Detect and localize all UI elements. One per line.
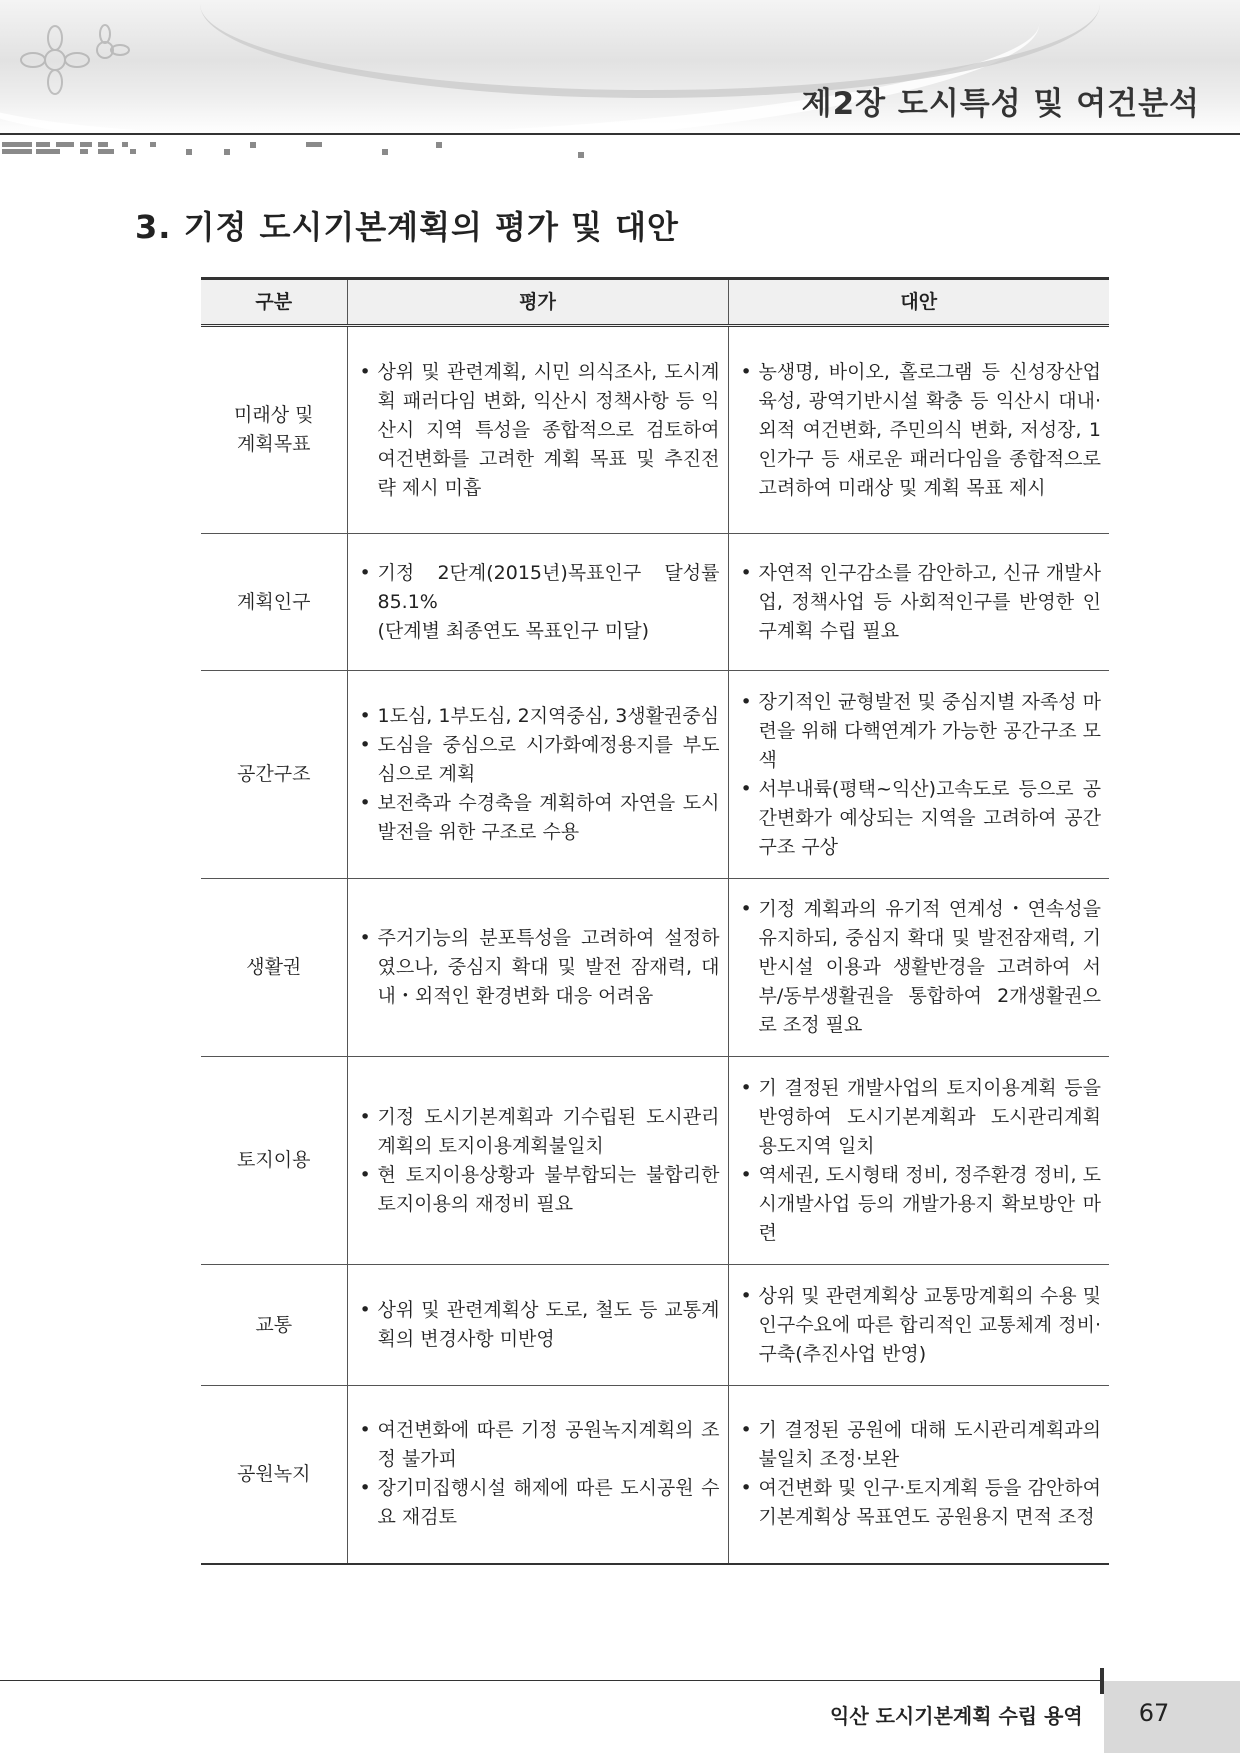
row-category: 공원녹지 [201, 1386, 347, 1564]
evaluation-note: (단계별 최종연도 목표인구 미달) [377, 619, 650, 642]
bullet-item: • 서부내륙(평택~익산)고속도로 등으로 공간변화가 예상되는 지역을 고려하여 공간구조 구상 [737, 775, 1102, 862]
alternative-cell [728, 1386, 1109, 1564]
row-category: 토지이용 [201, 1057, 347, 1265]
evaluation-cell [347, 1265, 728, 1386]
bullet-item: • 상위 및 관련계획, 시민 의식조사, 도시계획 패러다임 변화, 익산시 정책사항 등 익산시 지역 특성을 종합적으로 검토하여 여건변화를 고려한 계획 목표 및 추진전략 제시 미흡 [356, 358, 720, 503]
alternative-cell [728, 1057, 1109, 1265]
decorative-dot-pattern [0, 140, 600, 162]
column-header-alternative: 대안 [728, 279, 1109, 326]
evaluation-cell [347, 326, 728, 534]
evaluation-cell [347, 671, 728, 879]
table-row [201, 879, 1109, 1057]
page-number: 67 [1138, 1699, 1170, 1727]
table-row [201, 326, 1109, 534]
bullet-item: • 주거기능의 분포특성을 고려하여 설정하였으나, 중심지 확대 및 발전 잠재력, 대내・외적인 환경변화 대응 어려움 [356, 924, 720, 1011]
row-category: 교통 [201, 1265, 347, 1386]
bullet-item: • 여건변화에 따른 기정 공원녹지계획의 조정 불가피 [356, 1416, 720, 1474]
bullet-item: • 역세권, 도시형태 정비, 정주환경 정비, 도시개발사업 등의 개발가용지 확보방안 마련 [737, 1161, 1102, 1248]
section-title: 3. 기정 도시기본계획의 평가 및 대안 [135, 208, 679, 246]
bullet-item: • 도심을 중심으로 시가화예정용지를 부도심으로 계획 [356, 731, 720, 789]
bullet-item: • 상위 및 관련계획상 교통망계획의 수용 및 인구수요에 따른 합리적인 교통체계 정비·구축(추진사업 반영) [737, 1282, 1102, 1369]
alternative-cell [728, 1265, 1109, 1386]
row-category: 미래상 및 계획목표 [201, 326, 347, 534]
bullet-item: • 기정 도시기본계획과 기수립된 도시관리계획의 토지이용계획불일치 [356, 1103, 720, 1161]
evaluation-cell [347, 534, 728, 671]
table-row [201, 671, 1109, 879]
footer-rule [0, 1680, 1100, 1681]
bullet-item: • 기정 2단계(2015년)목표인구 달성률85.1% [356, 559, 720, 617]
alternative-cell [728, 879, 1109, 1057]
table-row [201, 1386, 1109, 1564]
evaluation-cell [347, 1386, 728, 1564]
flower-decoration-icon [20, 20, 130, 100]
bullet-item: • 현 토지이용상황과 불부합되는 불합리한 토지이용의 재정비 필요 [356, 1161, 720, 1219]
row-category: 생활권 [201, 879, 347, 1057]
bullet-item: • 자연적 인구감소를 감안하고, 신규 개발사업, 정책사업 등 사회적인구를 반영한 인구계획 수립 필요 [737, 559, 1102, 646]
evaluation-table [201, 277, 1109, 1565]
bullet-item: • 장기미집행시설 해제에 따른 도시공원 수요 재검토 [356, 1474, 720, 1532]
bullet-item: • 기 결정된 개발사업의 토지이용계획 등을 반영하여 도시기본계획과 도시관리계획 용도지역 일치 [737, 1074, 1102, 1161]
bullet-item: • 기 결정된 공원에 대해 도시관리계획과의 불일치 조정·보완 [737, 1416, 1102, 1474]
table-row [201, 1057, 1109, 1265]
bullet-item: • 기정 계획과의 유기적 연계성・연속성을 유지하되, 중심지 확대 및 발전잠재력, 기반시설 이용과 생활반경을 고려하여 서부/동부생활권을 통합하여 2개생활권으로 조정 필요 [737, 895, 1102, 1040]
chapter-title: 제2장 도시특성 및 여건분석 [801, 86, 1200, 122]
table-row [201, 1265, 1109, 1386]
column-header-evaluation: 평가 [347, 279, 728, 326]
evaluation-cell [347, 1057, 728, 1265]
bullet-item: • 보전축과 수경축을 계획하여 자연을 도시발전을 위한 구조로 수용 [356, 789, 720, 847]
alternative-cell [728, 671, 1109, 879]
footer-document-title: 익산 도시기본계획 수립 용역 [830, 1704, 1083, 1728]
table-header-row [201, 279, 1109, 326]
evaluation-cell [347, 879, 728, 1057]
bullet-item: • 장기적인 균형발전 및 중심지별 자족성 마련을 위해 다핵연계가 가능한 공간구조 모색 [737, 688, 1102, 775]
bullet-item: • 상위 및 관련계획상 도로, 철도 등 교통계획의 변경사항 미반영 [356, 1296, 720, 1354]
alternative-cell [728, 326, 1109, 534]
bullet-item: • 1도심, 1부도심, 2지역중심, 3생활권중심 [356, 702, 720, 731]
bullet-item: • 여건변화 및 인구·토지계획 등을 감안하여 기본계획상 목표연도 공원용지 면적 조정 [737, 1474, 1102, 1532]
column-header-category: 구분 [201, 279, 347, 326]
row-category: 계획인구 [201, 534, 347, 671]
bullet-item: • 농생명, 바이오, 홀로그램 등 신성장산업 육성, 광역기반시설 확충 등 익산시 대내·외적 여건변화, 주민의식 변화, 저성장, 1인가구 등 새로운 패러다임을 종합적으로 고려하여 미래상 및 계획 목표 제시 [737, 358, 1102, 503]
alternative-cell [728, 534, 1109, 671]
header-rule [0, 133, 1240, 135]
table-row [201, 534, 1109, 671]
row-category: 공간구조 [201, 671, 347, 879]
